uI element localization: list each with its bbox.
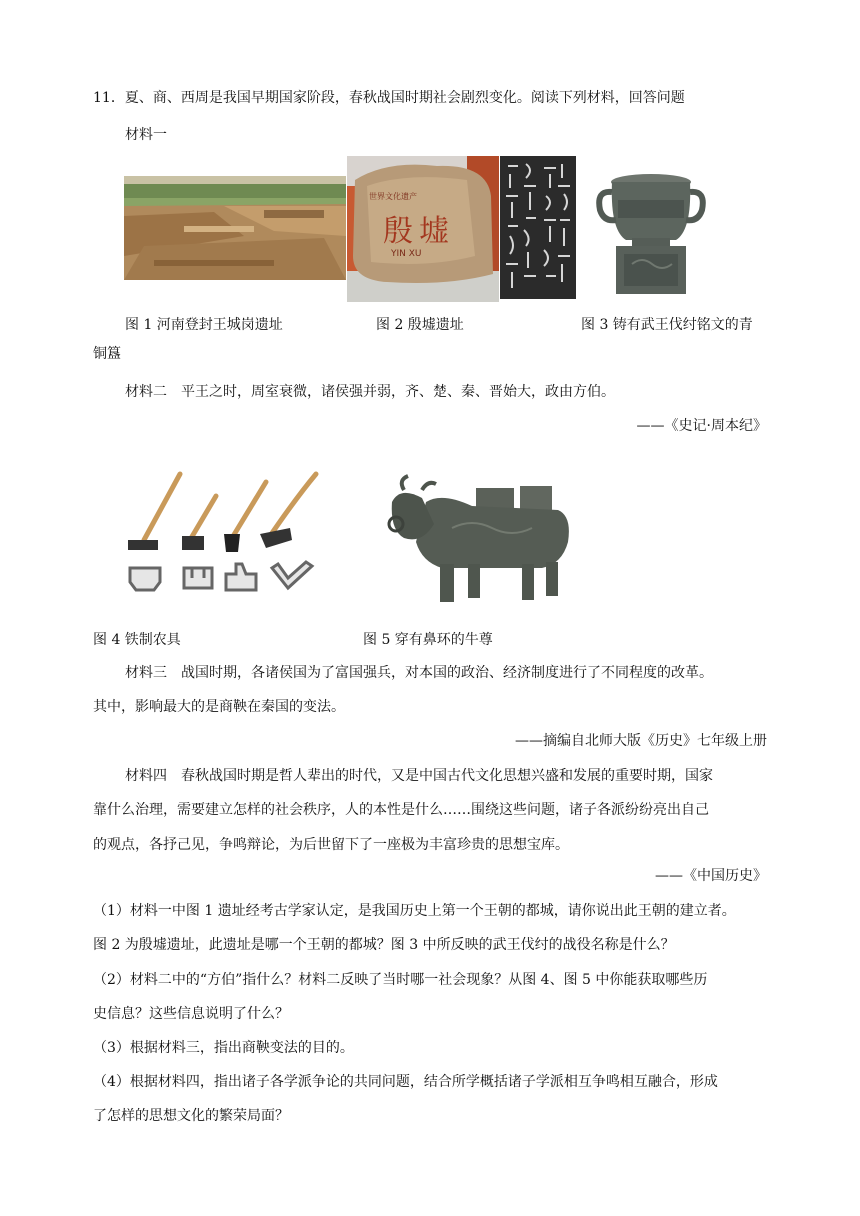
subquestion-2-line2: 史信息？这些信息说明了什么？ bbox=[93, 1006, 289, 1022]
fig2-sign-pinyin: YIN XU bbox=[391, 249, 422, 259]
question-stem: 11．夏、商、西周是我国早期国家阶段，春秋战国时期社会剧烈变化。阅读下列材料，回答问题 bbox=[93, 90, 685, 106]
material2-source: ——《史记·周本纪》 bbox=[636, 418, 767, 434]
fig3-bronze-gui bbox=[596, 160, 706, 298]
fig4-caption: 图 4 铁制农具 bbox=[93, 632, 181, 648]
fig3-caption: 图 3 铸有武王伐纣铭文的青 bbox=[581, 317, 753, 333]
material3-line2: 其中，影响最大的是商鞅在秦国的变法。 bbox=[93, 699, 345, 715]
material2: 材料二 平王之时，周室衰微，诸侯强并弱，齐、楚、秦、晋始大，政由方伯。 bbox=[125, 384, 615, 400]
material4-line2: 靠什么治理，需要建立怎样的社会秩序，人的本性是什么……围绕这些问题，诸子各派纷纷亮出自己 bbox=[93, 802, 709, 818]
subquestion-4-line2: 了怎样的思想文化的繁荣局面？ bbox=[93, 1108, 289, 1124]
fig2-sign-text: 殷墟 bbox=[383, 214, 455, 249]
subquestion-3: （3）根据材料三，指出商鞅变法的目的。 bbox=[93, 1040, 354, 1056]
subquestion-1-line1: （1）材料一中图 1 遗址经考古学家认定，是我国历史上第一个王朝的都城，请你说出此王朝的建立者。 bbox=[93, 903, 736, 919]
fig3-caption-cont: 铜簋 bbox=[93, 346, 121, 362]
subquestion-4-line1: （4）根据材料四，指出诸子各学派争论的共同问题，结合所学概括诸子学派相互争鸣相互融合，形成 bbox=[93, 1074, 718, 1090]
material3-source: ——摘编自北师大版《历史》七年级上册 bbox=[515, 733, 767, 749]
subquestion-1-line2: 图 2 为殷墟遗址，此遗址是哪一个王朝的都城？图 3 中所反映的武王伐纣的战役名称是什么？ bbox=[93, 937, 675, 953]
fig1-caption: 图 1 河南登封王城岗遗址 bbox=[125, 317, 283, 333]
material3-line1: 材料三 战国时期，各诸侯国为了富国强兵，对本国的政治、经济制度进行了不同程度的改革。 bbox=[125, 665, 713, 681]
fig4-iron-tools bbox=[120, 468, 330, 604]
fig1-site-photo bbox=[124, 176, 346, 280]
fig2-sign-top: 世界文化遗产 bbox=[369, 192, 417, 201]
material1-label: 材料一 bbox=[125, 127, 167, 143]
subquestion-2-line1: （2）材料二中的“方伯”指什么？材料二反映了当时哪一社会现象？从图 4、图 5 中你能获取哪些历 bbox=[93, 972, 708, 988]
material4-source: ——《中国历史》 bbox=[655, 868, 767, 884]
fig2-caption: 图 2 殷墟遗址 bbox=[376, 317, 464, 333]
material4-line3: 的观点，各抒己见，争鸣辩论，为后世留下了一座极为丰富珍贵的思想宝库。 bbox=[93, 837, 569, 853]
fig5-caption: 图 5 穿有鼻环的牛尊 bbox=[363, 632, 493, 648]
fig2-yinxu-photo bbox=[347, 156, 499, 302]
material4-line1: 材料四 春秋战国时期是哲人辈出的时代，又是中国古代文化思想兴盛和发展的重要时期，国家 bbox=[125, 768, 713, 784]
fig3-inscription-rubbing bbox=[500, 156, 576, 299]
fig5-ox-zun bbox=[382, 472, 578, 606]
